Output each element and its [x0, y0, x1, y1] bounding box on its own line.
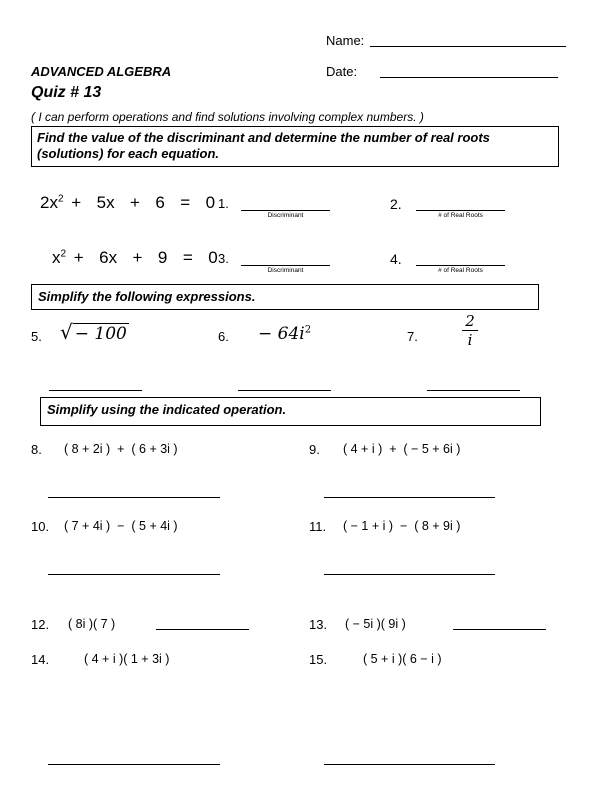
question-number: 11. — [309, 519, 327, 534]
question-number: 7. — [407, 329, 418, 344]
date-blank[interactable] — [380, 77, 558, 78]
operation-expression: ( 4 + i )( 1 + 3i ) — [84, 652, 170, 666]
instructions-text: Simplify the following expressions. — [38, 289, 256, 304]
question-number: 8. — [31, 442, 42, 457]
answer-blank-11[interactable] — [324, 574, 495, 575]
date-label: Date: — [326, 64, 358, 79]
answer-blank-8[interactable] — [48, 497, 220, 498]
question-number: 14. — [31, 652, 50, 667]
operation-expression: ( 5 + i )( 6 − i ) — [363, 652, 442, 666]
operation-expression: ( − 5i )( 9i ) — [345, 617, 406, 631]
answer-blank-7[interactable] — [427, 390, 520, 391]
question-number: 6. — [218, 329, 229, 344]
operation-expression: ( 4 + i ) + ( − 5 + 6i ) — [343, 442, 461, 456]
roots-label: # of Real Roots — [438, 212, 483, 219]
radical-expression: √ − 100 — [60, 320, 127, 344]
answer-blank-14[interactable] — [48, 764, 220, 765]
answer-blank-9[interactable] — [324, 497, 495, 498]
answer-blank-5[interactable] — [49, 390, 142, 391]
question-number: 1. — [218, 196, 229, 211]
instructions-box-discriminant — [31, 126, 559, 167]
answer-blank-12[interactable] — [156, 629, 249, 630]
question-number: 2. — [390, 196, 402, 212]
name-label: Name: — [326, 33, 365, 48]
equation-1: $2x^2 + 5x + 6 = 0$ — [40, 193, 216, 212]
answer-blank-2[interactable] — [416, 210, 505, 211]
question-number: 9. — [309, 442, 320, 457]
power-expression: − $64i^2$ — [258, 324, 312, 344]
question-number: 5. — [31, 329, 42, 344]
answer-blank-1[interactable] — [241, 210, 330, 211]
name-blank[interactable] — [370, 46, 566, 47]
answer-blank-6[interactable] — [238, 390, 331, 391]
instructions-text: Simplify using the indicated operation. — [47, 402, 287, 417]
answer-blank-10[interactable] — [48, 574, 220, 575]
question-number: 10. — [31, 519, 50, 534]
fraction-expression: 2 i — [462, 312, 478, 349]
answer-blank-13[interactable] — [453, 629, 546, 630]
instructions-box-operations — [40, 397, 541, 426]
question-number: 13. — [309, 617, 328, 632]
equation-2: $x^2 + 6x + 9 = 0$ — [52, 248, 218, 267]
quiz-title: Quiz # 13 — [31, 84, 102, 101]
instructions-text: Find the value of the discriminant and determine the number of real roots (solutions) for each equation. — [37, 130, 490, 161]
operation-expression: ( 8i )( 7 ) — [68, 617, 116, 631]
roots-label: # of Real Roots — [438, 267, 483, 274]
operation-expression: ( − 1 + i ) − ( 8 + 9i ) — [343, 519, 461, 533]
question-number: 3. — [218, 251, 229, 266]
course-title: ADVANCED ALGEBRA — [31, 64, 172, 79]
question-number: 15. — [309, 652, 328, 667]
instructions-box-simplify — [31, 284, 539, 310]
answer-blank-4[interactable] — [416, 265, 505, 266]
radical-sign: √ — [60, 320, 73, 344]
operation-expression: ( 8 + 2i ) + ( 6 + 3i ) — [64, 442, 178, 456]
operation-expression: ( 7 + 4i ) − ( 5 + 4i ) — [64, 519, 178, 533]
discriminant-label: Discriminant — [267, 212, 304, 219]
discriminant-label: Discriminant — [267, 267, 304, 274]
question-number: 4. — [390, 251, 402, 267]
answer-blank-15[interactable] — [324, 764, 495, 765]
objective-text: ( I can perform operations and find solutions involving complex numbers. ) — [31, 110, 424, 124]
question-number: 12. — [31, 617, 50, 632]
answer-blank-3[interactable] — [241, 265, 330, 266]
